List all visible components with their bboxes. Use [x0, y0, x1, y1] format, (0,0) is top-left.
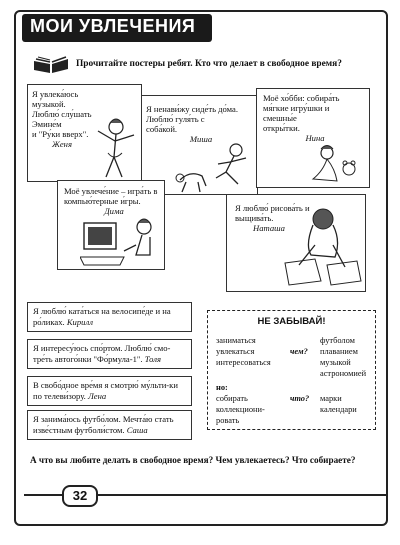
poster-line: мя́гкие игру́шки и: [263, 103, 330, 113]
statement-tolya: [27, 339, 192, 369]
remember-box: [207, 310, 376, 430]
remember-verb: собирать: [216, 394, 248, 403]
remember-object: астрономией: [320, 369, 367, 378]
statement-sasha: [27, 410, 192, 440]
poster-signature: Дима: [104, 206, 124, 216]
poster-signature: Наташа: [253, 223, 285, 233]
poster-line: Я увлека́юсь му́зыкой.: [32, 89, 79, 109]
poster-line: Моё хо́бби: собира́ть: [263, 93, 340, 103]
poster-signature: Нина: [305, 133, 325, 143]
remember-verb: ровать: [216, 416, 240, 425]
poster-line: выщива́ть.: [235, 213, 274, 223]
poster-line: и "Ру́ки вверх".: [32, 129, 89, 139]
statement-signature: Саша: [126, 425, 148, 435]
open-book-icon: [32, 55, 70, 75]
statement-text: Я люблю́ ката́ться на велосипе́де и на ро́ликах.: [33, 306, 171, 327]
poster-natasha: [226, 194, 366, 292]
remember-verb: увлекаться: [216, 347, 255, 356]
remember-object: музыкой: [320, 358, 351, 367]
girl-with-toys-drawing: [297, 143, 367, 187]
remember-object: календари: [320, 405, 357, 414]
discussion-question: А что вы любите делать в свободное время? Чем увлекаетесь? Что собираете?: [30, 455, 356, 465]
page-number: 32: [62, 485, 98, 507]
poster-line: смешны́е: [263, 113, 297, 123]
statement-text: В свобо́дное вре́мя я смотрю́ му́льти-ки по телеви́зору.: [33, 380, 178, 401]
poster-line: Я ненави́жу сиде́ть до́ма.: [146, 104, 239, 114]
instruction-text: Прочитайте постеры ребят. Кто что делает в свободное время?: [76, 59, 342, 69]
statement-lena: [27, 376, 192, 406]
girl-drawing-drawing: [275, 205, 365, 289]
poster-dima: [57, 180, 165, 270]
poster-line: Люблю́ слу́шать Эмине́м: [32, 109, 92, 129]
poster-line: компью́терные и́гры.: [64, 196, 141, 206]
boy-at-computer-drawing: [80, 215, 164, 269]
remember-title: НЕ ЗАБЫВАЙ!: [257, 316, 326, 327]
statement-signature: Лена: [87, 391, 107, 401]
poster-line: Я люблю́ рисова́ть и: [235, 203, 310, 213]
statement-signature: Кирилл: [66, 317, 93, 327]
statement-kirill: [27, 302, 192, 332]
remember-object: плаванием: [320, 347, 358, 356]
poster-nina: [256, 88, 370, 188]
remember-verb: интересоваться: [216, 358, 271, 367]
poster-line: соба́кой.: [146, 124, 178, 134]
statement-text: Я занима́юсь футбо́лом. Мечта́ю стать изве́стным футболи́стом.: [33, 414, 174, 435]
remember-object: марки: [320, 394, 342, 403]
girl-dancing-drawing: [88, 113, 143, 181]
boy-with-dog-drawing: [172, 136, 256, 194]
poster-line: Моё увлече́ние – игра́ть в: [64, 186, 158, 196]
poster-signature: Женя: [52, 139, 72, 149]
poster-signature: Миша: [189, 134, 213, 144]
statement-text: Я интересу́юсь спо́ртом. Люблю́ смо-тре́ть автого́нки "Фо́рмула-1".: [33, 343, 171, 364]
remember-question: что?: [290, 394, 310, 403]
poster-line: откры́тки.: [263, 123, 300, 133]
remember-verb: заниматься: [216, 336, 256, 345]
remember-note: но:: [216, 383, 228, 392]
poster-line: Люблю́ гуля́ть с: [146, 114, 205, 124]
remember-question: чем?: [290, 347, 308, 356]
poster-zhenya: [27, 84, 142, 182]
remember-verb: коллекциони-: [216, 405, 265, 414]
page-title: МОИ УВЛЕЧЕНИЯ: [30, 16, 196, 36]
statement-signature: Толя: [144, 354, 162, 364]
remember-object: футболом: [320, 336, 355, 345]
